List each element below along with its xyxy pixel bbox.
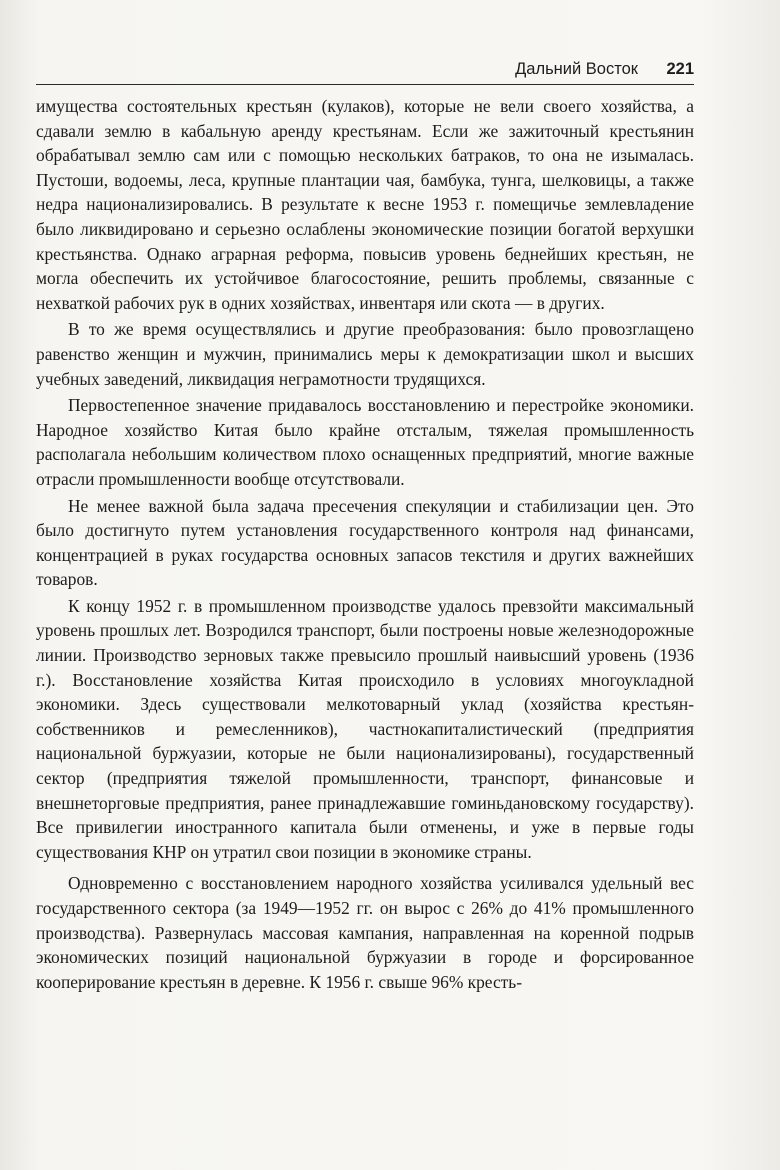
running-header (36, 56, 694, 85)
paragraph-2: В то же время осуществлялись и другие преобразования: было провозглащено равенство женщин и мужчин, принимались меры к демократизации школ и высших учебных заведений, ликвидация неграмотности трудящихся. (36, 319, 694, 389)
paragraph-5: К концу 1952 г. в промышленном производстве удалось превзойти максимальный уровень прошлых лет. Возродился транспорт, были построены новые железнодорожные линии. Производство зерновых также превысило прошлый наивысший уровень (1936 г.). Восстановление хозяйства Китая происходило в условиях многоукладной экономики. Здесь существовали мелкотоварный уклад (хозяйства крестьян-собственников и ремесленников), частнокапиталистический (предприятия национальной буржуазии, которые не были национализированы), государственный сектор (предприятия тяжелой промышленности, транспорт, финансовые и внешнеторговые предприятия, ранее принадлежавшие гоминьдановскому государству). Все привилегии иностранного капитала были отменены, и уже в первые годы существования КНР он утратил свои позиции в экономике страны. (36, 595, 694, 862)
body-text (36, 94, 694, 994)
page-number: 221 (666, 60, 694, 78)
paragraph-1: имущества состоятельных крестьян (кулаков), которые не вели своего хозяйства, а сдавали землю в кабальную аренду крестьянам. Если же зажиточный крестьянин обрабатывал землю сам или с помощью нескольких батраков, то она не изымалась. Пустоши, водоемы, леса, крупные плантации чая, бамбука, тунга, шелковицы, а также недра национализировались. В результате к весне 1953 г. помещичье землевладение было ликвидировано и серьезно ослаблены экономические позиции богатой верхушки крестьянства. Однако аграрная реформа, повысив уровень беднейших крестьян, не могла обеспечить их устойчивое благосостояние, решить проблемы, связанные с нехваткой рабочих рук в одних хозяйствах, инвентаря или скота — в других. (36, 96, 694, 313)
paragraph-3: Первостепенное значение придавалось восстановлению и перестройке экономики. Народное хозяйство Китая было крайне отсталым, тяжелая промышленность располагала небольшим количеством плохо оснащенных предприятий, многие важные отрасли промышленности вообще отсутствовали. (36, 395, 694, 489)
paragraph-4: Не менее важной была задача пресечения спекуляции и стабилизации цен. Это было достигнуто путем установления государственного контроля над финансами, концентрацией в руках государства основных запасов текстиля и других важнейших товаров. (36, 495, 694, 590)
paragraph-6: Одновременно с восстановлением народного хозяйства усиливался удельный вес государственного сектора (за 1949—1952 гг. он вырос с 26% до 41% промышленного производства). Развернулась массовая кампания, направленная на коренной подрыв экономических позиций национальной буржуазии в городе и форсированное кооперирование крестьян в деревне. К 1956 г. свыше 96% кресть- (36, 873, 694, 992)
chapter-title: Дальний Восток (515, 60, 638, 78)
